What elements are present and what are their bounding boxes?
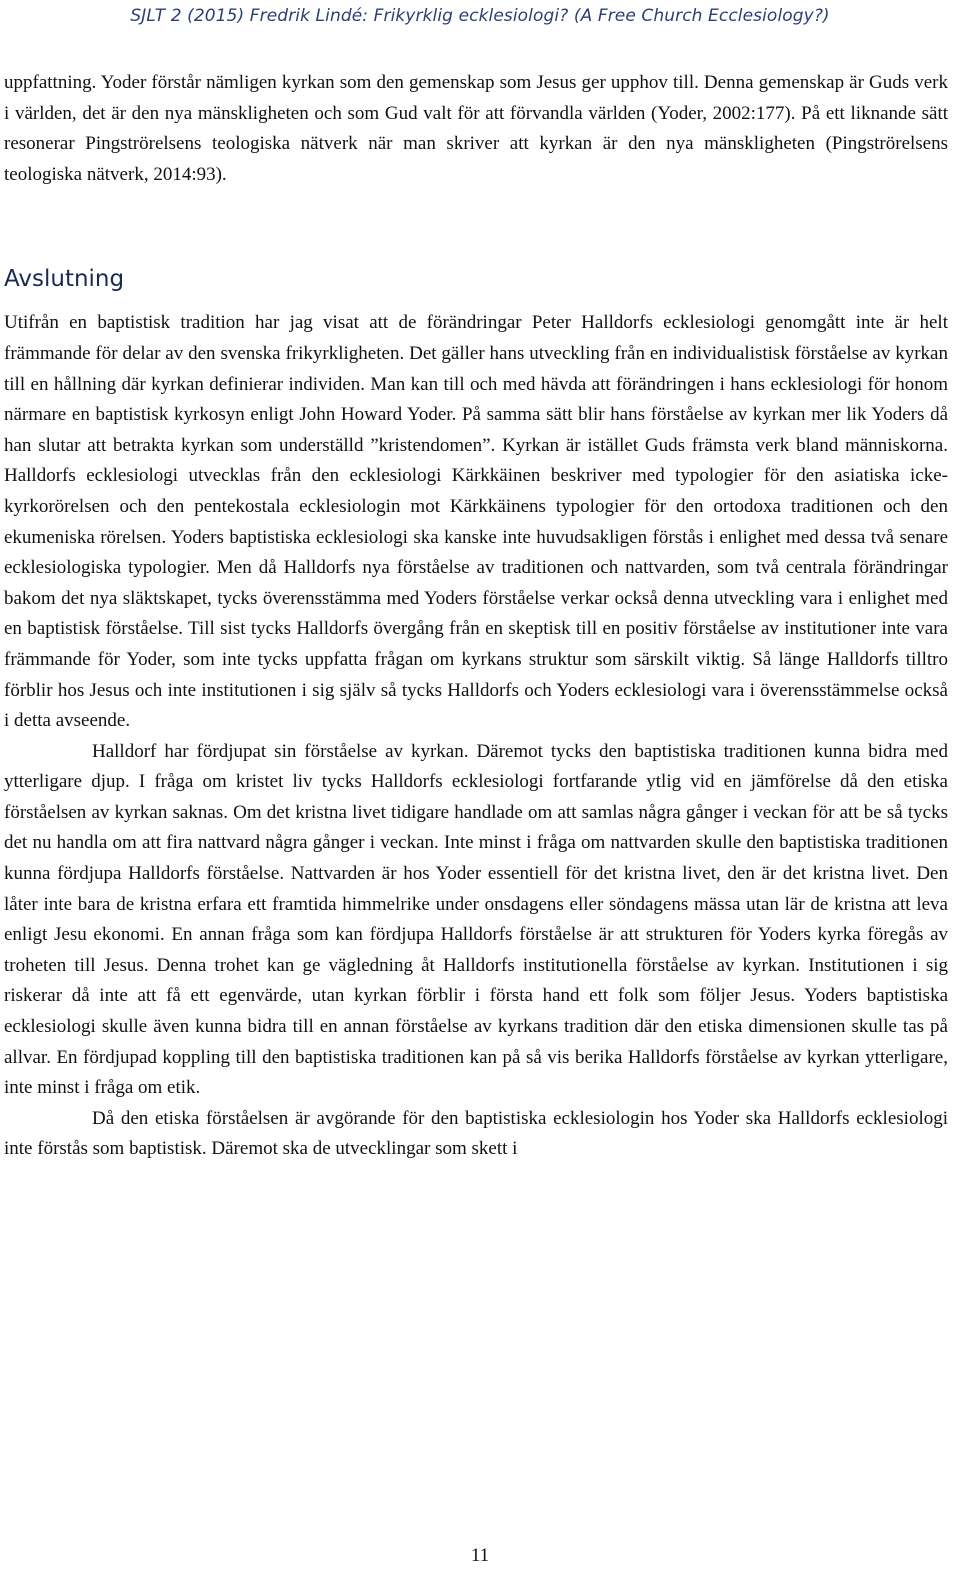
page-number: 11 (470, 1545, 490, 1566)
intro-paragraph: uppfattning. Yoder förstår nämligen kyrkan som den gemenskap som Jesus ger upphov till. Denna gemenskap är Guds verk i världen, det är den nya mänskligheten och som Gud valt för att förvandla världen (Yoder, 2002:177). På ett liknande sätt resonerar Pingströrelsens teologiska nätverk när man skriver att kyrkan är den nya mänskligheten (Pingströrelsens teologiska nätverk, 2014:93). (4, 72, 948, 185)
running-header: SJLT 2 (2015) Fredrik Lindé: Frikyrklig ecklesiologi? (A Free Church Ecclesiology?) (130, 6, 830, 26)
body-paragraph-2: Halldorf har fördjupat sin förståelse av kyrkan. Däremot tycks den baptistiska traditionen kunna bidra med ytterligare djup. I fråga om kristet liv tycks Halldorfs ecklesiologi fortfarande ytlig vid en jämförelse då den etiska förståelsen av kyrkan saknas. Om det kristna livet tidigare handlade om att samlas några gånger i veckan för att be så tycks det nu handla om att fira nattvard några gånger i veckan. Inte minst i fråga om nattvarden skulle den baptistiska traditionen kunna fördjupa Halldorfs förståelse. Nattvarden är hos Yoder essentiell för det kristna livet, den är det kristna livet. Den låter inte bara de kristna erfara ett framtida himmelrike under onsdagens eller söndagens mässa utan lär de kristna att leva enligt Jesu ekonomi. En annan fråga som kan fördjupa Halldorfs förståelse är att strukturen för Yoders kyrka föregås av troheten till Jesus. Denna trohet kan ge vägledning åt Halldorfs institutionella förståelse av kyrkan. Institutionen i sig riskerar då inte att få ett egenvärde, utan kyrkan förblir i första hand ett folk som följer Jesus. Yoders baptistiska ecklesiologi skulle även kunna bidra till en annan förståelse av kyrkans tradition där den etiska dimensionen skulle tas på allvar. En fördjupad koppling till den baptistiska traditionen kan på så vis berika Halldorfs förståelse av kyrkan ytterligare, inte minst i fråga om etik. (4, 740, 948, 1099)
body-paragraph-1: Utifrån en baptistisk tradition har jag visat att de förändringar Peter Halldorfs ecklesiologi genomgått inte är helt främmande för delar av den svenska frikyrkligheten. Det gäller hans utveckling från en individualistisk förståelse av kyrkan till en hållning där kyrkan definierar individen. Man kan till och med hävda att förändringen i hans ecklesiologi för honom närmare en baptistisk kyrkosyn enligt John Howard Yoder. På samma sätt blir hans förståelse av kyrkan mer lik Yoders då han slutar att betrakta kyrkan som underställd ”kristendomen”. Kyrkan är istället Guds främsta verk bland människorna. Halldorfs ecklesiologi utvecklas från den ecklesiologi Kärkkäinen beskriver med typologier för den asiatiska icke-kyrkorörelsen och den pentekostala ecklesiologin mot Kärkkäinens typologier för den ortodoxa traditionen och den ekumeniska rörelsen. Yoders baptistiska ecklesiologi ska kanske inte huvudsakligen förstås i enlighet med dessa två senare ecklesiologiska typologier. Men då Halldorfs nya förståelse av traditionen och nattvarden, som två centrala förändringar bakom det nya släktskapet, tycks överensstämma med Yoders förståelse verkar också denna utveckling vara i enlighet med en baptistisk förståelse. Till sist tycks Halldorfs övergång från en skeptisk till en positiv förståelse av institutioner inte vara främmande för Yoder, som inte tycks uppfatta frågan om kyrkans struktur som särskilt viktig. Så länge Halldorfs tilltro förblir hos Jesus och inte institutionen i sig själv så tycks Halldorfs och Yoders ecklesiologi vara i överensstämmelse också i detta avseende. (4, 312, 948, 732)
section-heading: Avslutning (4, 266, 125, 293)
article-body (4, 68, 948, 1165)
body-paragraph-3: Då den etiska förståelsen är avgörande för den baptistiska ecklesiologin hos Yoder ska Halldorfs ecklesiologi inte förstås som baptistisk. Däremot ska de utvecklingar som skett i (4, 1107, 948, 1160)
